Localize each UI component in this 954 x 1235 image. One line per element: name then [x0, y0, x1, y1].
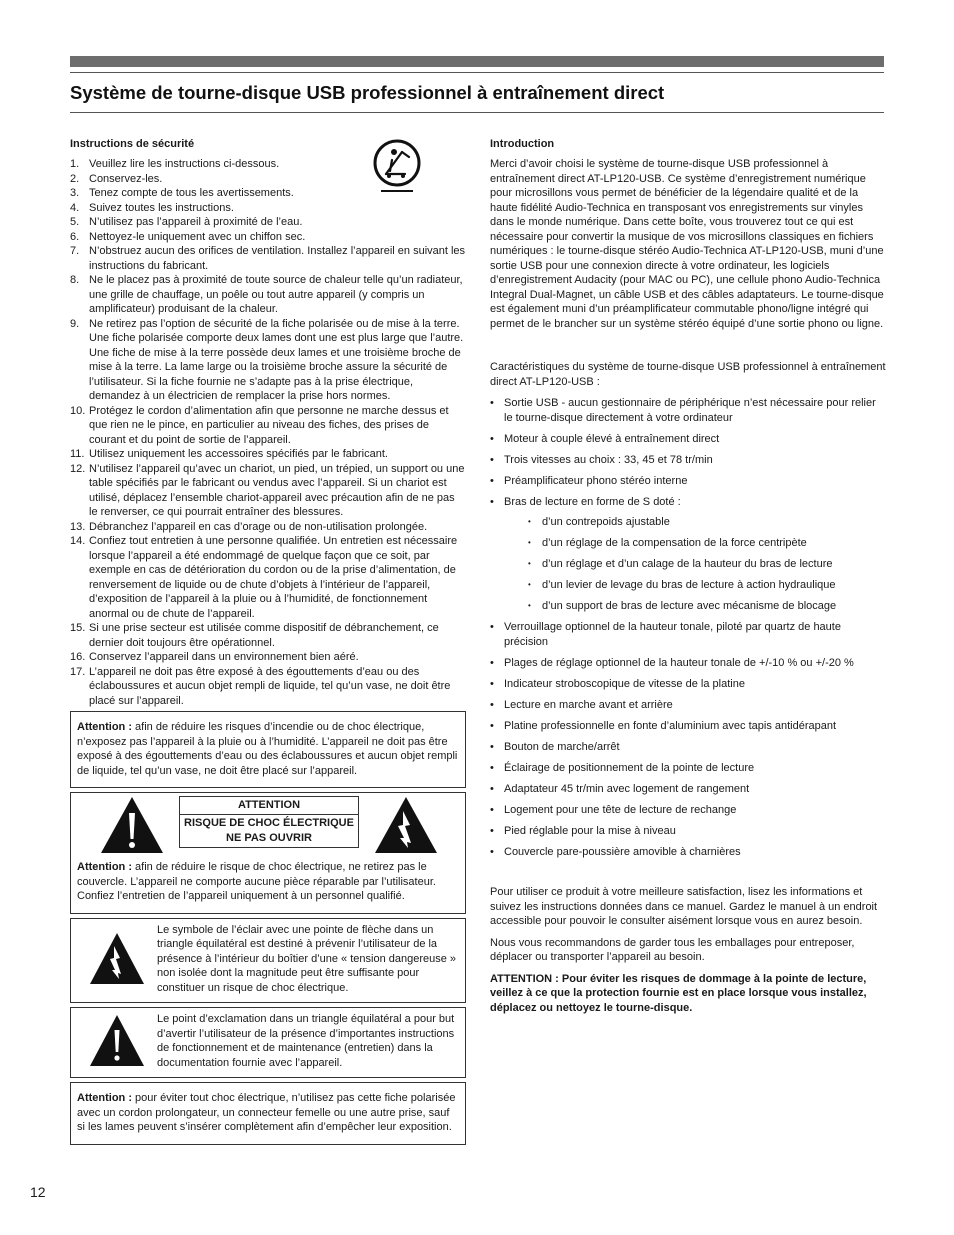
lightning-triangle-icon	[89, 932, 145, 986]
right-column	[490, 138, 886, 1015]
lightning-triangle-icon	[373, 795, 439, 855]
list-item: 2. Conservez-les.	[70, 172, 163, 185]
list-item: 16. Conservez l’appareil dans un environnement bien aéré.	[70, 651, 359, 663]
packaging-paragraph: Nous vous recommandons de garder tous les emballages pour entreposer, déplacer ou transporter l’appareil au besoin.	[490, 936, 855, 963]
list-item: • Lecture en marche avant et arrière	[490, 698, 886, 713]
list-item: 5. N’utilisez pas l’appareil à proximité de l’eau.	[70, 216, 303, 228]
safety-list	[70, 157, 466, 708]
list-item: 7. N’obstruez aucun des orifices de ventilation. Installez l’appareil en suivant les instructions du fabricant.	[70, 245, 466, 272]
list-item: • Bras de lecture en forme de S doté : • d’un contrepoids ajustable • d’un réglage de la compensation de la force centripète • d’un réglage et d’un calage de la hauteur du bras de lecture • d’un levier de levage du bras de lecture à action hydraulique • d’un support de bras de lecture avec mécanisme de blocage	[490, 495, 886, 614]
list-item: • Verrouillage optionnel de la hauteur tonale, piloté par quartz de haute précision	[490, 620, 886, 649]
list-item: • d’un support de bras de lecture avec mécanisme de blocage	[504, 599, 886, 614]
caution-label: ATTENTION RISQUE DE CHOC ÉLECTRIQUE NE PAS OUVRIR	[179, 796, 359, 848]
intro-paragraph: Merci d’avoir choisi le système de tourne-disque USB professionnel à entraînement direct AT-LP120-USB. Ce système d’enregistrement numérique pour microsillons vous permet de bénéficier de la légendaire qualité et de la haute fidélité Audio-Technica en transposant vos enregistrements sur vinyles dans le monde numérique. Dans cette boîte, vous trouverez tout ce qui est nécessaire pour convertir la musique de vos microsillons classiques en fichiers numériques : le tourne-disque stéréo Audio-Technica AT-LP120-USB, muni d’une sortie USB pour une connexion directe à votre ordinateur, les logiciels d’enregistrement Audacity (pour MAC ou PC), une cellule phono Audio-Technica Integral Dual-Magnet, un câble USB et des câbles adaptateurs. Le tourne-disque est également muni d’un préamplificateur commutable phono/ligne intégré qui permet de le brancher sur un système stéréo équipé d’une sortie phono ou ligne.	[490, 158, 884, 330]
lightning-symbol-box: Le symbole de l’éclair avec une pointe de flèche dans un triangle équilatéral est destiné à prévenir l’utilisateur de la présence à l’intérieur du boîtier d’une « tension dangereuse » non isolée dont la magnitude peut être suffisante pour constituer un risque de choc électrique.	[70, 918, 466, 1004]
page-number: 12	[30, 1184, 46, 1200]
list-item: 14. Confiez tout entretien à une personne qualifiée. Un entretien est nécessaire lorsque l’appareil a été endommagé de quelque façon que ce soit, par exemple en cas de détérioration du cordon ou de la prise d’alimentation, de renversement de liquide ou de chute d’objets à l’intérieur de l’appareil, d’exposition de l’appareil à la pluie ou à l’humidité, de fonctionnement anormal ou de chute de l’appareil.	[70, 535, 458, 620]
list-item: • Sortie USB - aucun gestionnaire de périphérique n’est nécessaire pour relier le tourne-disque directement à votre ordinateur	[490, 396, 886, 425]
list-item: 10. Protégez le cordon d’alimentation afin que personne ne marche dessus et que rien ne le pince, en particulier au niveau des fiches, des prises de courant et du point de sortie de l’appareil.	[70, 404, 449, 446]
header-rule	[70, 72, 884, 73]
list-item: 6. Nettoyez-le uniquement avec un chiffon sec.	[70, 230, 306, 243]
list-item: 17. L’appareil ne doit pas être exposé à des égouttements d’eau ou des éclaboussures et aucun objet rempli de liquide, tel qu’un vase, ne doit être placé sur l’appareil.	[70, 665, 451, 707]
exclamation-triangle-icon	[89, 1014, 145, 1068]
list-item: • Couvercle pare-poussière amovible à charnières	[490, 845, 886, 860]
title-rule	[70, 112, 884, 113]
list-item: • Pied réglable pour la mise à niveau	[490, 824, 886, 839]
warning-box-plug: Attention : pour éviter tout choc électrique, n’utilisez pas cette fiche polarisée avec un cordon prolongateur, un connecteur femelle ou une autre prise, sauf si les lames peuvent s’insérer complètement afin d’empêcher leur exposition.	[70, 1082, 466, 1145]
left-column	[70, 138, 466, 1145]
list-item: • d’un levier de levage du bras de lecture à action hydraulique	[504, 578, 886, 593]
list-item: • Éclairage de positionnement de la pointe de lecture	[490, 761, 886, 776]
features-list	[490, 396, 886, 859]
list-item: • Indicateur stroboscopique de vitesse de la platine	[490, 677, 886, 692]
warning-box-shock: ATTENTION RISQUE DE CHOC ÉLECTRIQUE NE PAS OUVRIR Attention : afin de réduire le risque de choc électrique, ne retirez pas le couvercle. L’appareil ne comporte aucune pièce réparable par l’utilisateur. Confiez l’entretien de l’appareil uniquement à un personnel qualifié.	[70, 792, 466, 914]
list-item: • Trois vitesses au choix : 33, 45 et 78 tr/min	[490, 453, 886, 468]
list-item: 9. Ne retirez pas l’option de sécurité de la fiche polarisée ou de mise à la terre. Une fiche polarisée comporte deux lames dont une est plus large que l’autre. Une fiche de mise à la terre possède deux lames et une troisième broche de mise à la terre. La lame large ou la troisième broche assure la sécurité de l’utilisateur. Si la fiche fournie ne s’adapte pas à la prise électrique, demandez à un électricien de remplacer la prise hors normes.	[70, 317, 464, 402]
safety-heading: Instructions de sécurité	[70, 138, 195, 150]
warning-box-moisture: Attention : afin de réduire les risques d’incendie ou de choc électrique, n’exposez pas l’appareil à la pluie ou à l’humidité. L’appareil ne doit pas être exposé à des égouttements d’eau ou des éclaboussures et aucun objet rempli de liquide, tel qu’un vase, ne doit être placé sur l’appareil.	[70, 711, 466, 788]
tonearm-sublist	[504, 515, 886, 614]
list-item: • Plages de réglage optionnel de la hauteur tonale de +/-10 % ou +/-20 %	[490, 656, 886, 671]
list-item: • Moteur à couple élevé à entraînement direct	[490, 432, 886, 447]
list-item: • Adaptateur 45 tr/min avec logement de rangement	[490, 782, 886, 797]
list-item: • d’un contrepoids ajustable	[504, 515, 886, 530]
list-item: • Platine professionnelle en fonte d’aluminium avec tapis antidérapant	[490, 719, 886, 734]
list-item: 1. Veuillez lire les instructions ci-dessous.	[70, 158, 280, 170]
exclamation-triangle-icon	[99, 795, 165, 855]
list-item: • d’un réglage et d’un calage de la hauteur du bras de lecture	[504, 557, 886, 572]
list-item: 11. Utilisez uniquement les accessoires spécifiés par le fabricant.	[70, 448, 388, 460]
list-item: 12. N’utilisez l’appareil qu’avec un chariot, un pied, un trépied, un support ou une table spécifiés par le fabricant ou vendus avec l’appareil. Si un chariot est utilisé, déplacez l’ensemble chariot-appareil avec précaution afin de ne pas le renverser, ce qui pourrait entraîner des blessures.	[70, 462, 465, 518]
list-item: 13. Débranchez l’appareil en cas d’orage ou de non-utilisation prolongée.	[70, 520, 428, 533]
page-title: Système de tourne-disque USB professionnel à entraînement direct	[70, 82, 665, 103]
list-item: 15. Si une prise secteur est utilisée comme dispositif de débranchement, ce dernier doit toujours être opérationnel.	[70, 622, 439, 649]
intro-heading: Introduction	[490, 138, 555, 150]
list-item: 4. Suivez toutes les instructions.	[70, 201, 234, 214]
header-bar	[70, 56, 884, 67]
list-item: 8. Ne le placez pas à proximité de toute source de chaleur telle qu’un radiateur, une grille de chauffage, un poêle ou tout autre appareil (y compris un amplificateur) produisant de la chaleur.	[70, 274, 463, 315]
list-item: • Logement pour une tête de lecture de rechange	[490, 803, 886, 818]
list-item: • d’un réglage de la compensation de la force centripète	[504, 536, 886, 551]
list-item: 3. Tenez compte de tous les avertissements.	[70, 187, 294, 199]
stylus-attention: ATTENTION : Pour éviter les risques de dommage à la pointe de lecture, veillez à ce que la protection fournie est en place lorsque vous installez, déplacez ou nettoyez le tourne-disque.	[490, 972, 867, 1014]
features-intro: Caractéristiques du système de tourne-disque USB professionnel à entraînement direct AT-LP120-USB :	[490, 361, 886, 388]
exclamation-symbol-box: Le point d’exclamation dans un triangle équilatéral a pour but d’avertir l’utilisateur de la présence d’importantes instructions de fonctionnement et de maintenance (entretien) dans la documentation fournie avec l’appareil.	[70, 1007, 466, 1078]
usage-paragraph: Pour utiliser ce produit à votre meilleure satisfaction, lisez les informations et suivez les instructions données dans ce manuel. Gardez le manuel à un endroit accessible pour pouvoir le consulter aisément lorsque vous en aurez besoin.	[490, 886, 878, 927]
list-item: • Bouton de marche/arrêt	[490, 740, 886, 755]
list-item: • Préamplificateur phono stéréo interne	[490, 474, 886, 489]
